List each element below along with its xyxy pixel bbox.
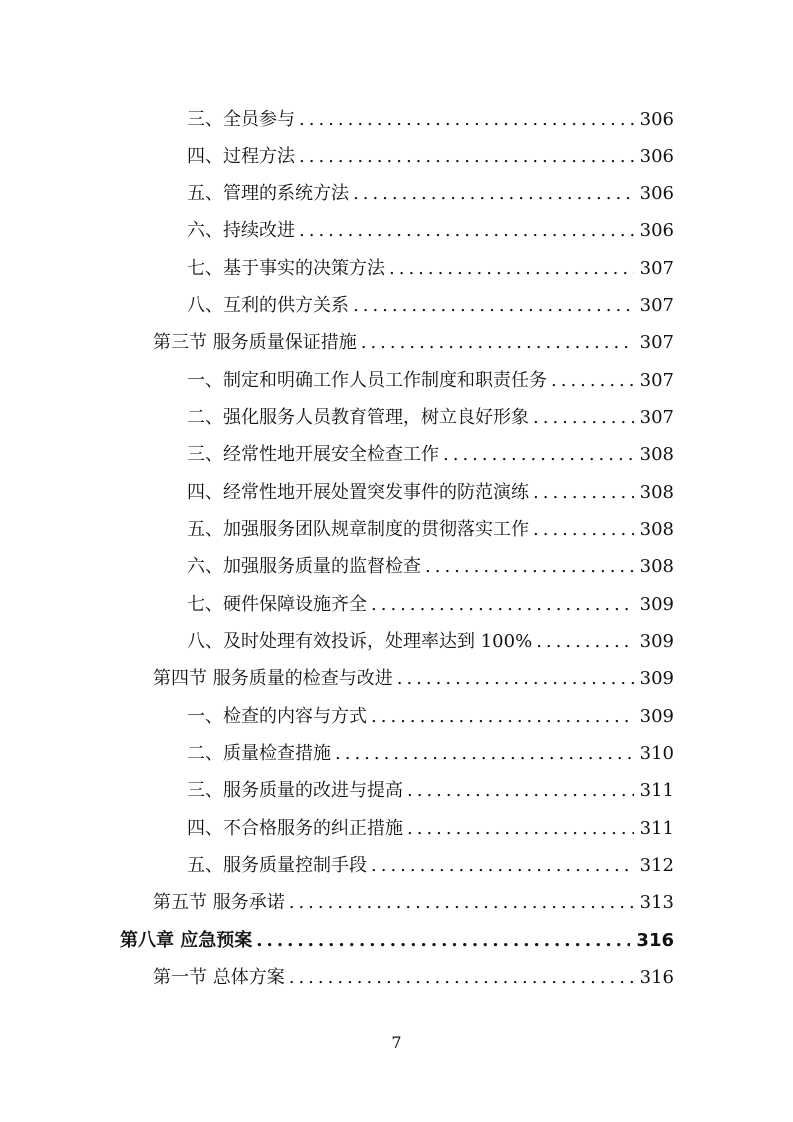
toc-entry-page: 316 (636, 930, 674, 951)
dot-leader (425, 553, 634, 581)
toc-entry-page: 308 (639, 556, 674, 577)
dot-leader (533, 479, 634, 507)
toc-entry-page: 308 (639, 444, 674, 465)
toc-entry-page: 311 (639, 780, 674, 801)
toc-entry-label: 八、互利的供方关系 (187, 295, 349, 316)
toc-entry[interactable] (153, 964, 674, 992)
toc-entry-page: 309 (639, 706, 674, 727)
toc-entry-page: 306 (639, 146, 674, 167)
toc-entry[interactable] (187, 628, 674, 656)
dot-leader (361, 329, 634, 357)
toc-entry-page: 312 (639, 855, 674, 876)
toc-entry-page: 311 (639, 818, 674, 839)
dot-leader (289, 889, 634, 917)
dot-leader (407, 815, 634, 843)
toc-entry-page: 310 (639, 743, 674, 764)
toc-entry-page: 307 (639, 370, 674, 391)
toc-entry-label: 一、检查的内容与方式 (187, 706, 367, 727)
toc-entry[interactable] (187, 479, 674, 507)
dot-leader (551, 367, 634, 395)
dot-leader (335, 740, 634, 768)
toc-entry-label: 七、硬件保障设施齐全 (187, 594, 367, 615)
toc-entry-page: 306 (639, 183, 674, 204)
dot-leader (353, 180, 634, 208)
toc-chapter-entry[interactable] (120, 927, 674, 955)
toc-entry-label: 四、过程方法 (187, 146, 295, 167)
toc-entry[interactable] (187, 815, 674, 843)
toc-entry[interactable] (187, 441, 674, 469)
toc-entry-page: 309 (639, 594, 674, 615)
toc-entry[interactable] (187, 367, 674, 395)
toc-entry-page: 307 (639, 332, 674, 353)
toc-entry-page: 309 (639, 631, 674, 652)
dot-leader (371, 591, 634, 619)
toc-entry[interactable] (187, 591, 674, 619)
toc-entry-label: 七、基于事实的决策方法 (187, 258, 385, 279)
toc-entry-label: 三、全员参与 (187, 109, 295, 130)
toc-entry[interactable] (187, 740, 674, 768)
toc-entry[interactable] (187, 106, 674, 134)
toc-entry[interactable] (153, 329, 674, 357)
dot-leader (299, 143, 634, 171)
toc-entry-label: 二、质量检查措施 (187, 743, 331, 764)
toc-entry-label: 八、及时处理有效投诉，处理率达到 100% (187, 631, 533, 652)
toc-entry-label: 四、不合格服务的纠正措施 (187, 818, 403, 839)
toc-entry[interactable] (187, 553, 674, 581)
toc-entry-label: 第四节 服务质量的检查与改进 (153, 668, 393, 689)
toc-entry-page: 306 (639, 109, 674, 130)
toc-entry-page: 307 (639, 407, 674, 428)
toc-entry-label: 三、经常性地开展安全检查工作 (187, 444, 439, 465)
toc-entry-page: 308 (639, 482, 674, 503)
toc-entry-page: 307 (639, 295, 674, 316)
toc-entry-label: 四、经常性地开展处置突发事件的防范演练 (187, 482, 529, 503)
toc-entry-page: 309 (639, 668, 674, 689)
toc-entry-label: 第八章 应急预案 (120, 930, 253, 951)
toc-entry-label: 第三节 服务质量保证措施 (153, 332, 357, 353)
toc-entry[interactable] (187, 404, 674, 432)
toc-entry[interactable] (187, 143, 674, 171)
toc-entry-page: 307 (639, 258, 674, 279)
dot-leader (389, 255, 634, 283)
toc-entry-label: 五、加强服务团队规章制度的贯彻落实工作 (187, 519, 529, 540)
dot-leader (371, 703, 634, 731)
dot-leader (407, 777, 634, 805)
dot-leader (256, 927, 630, 955)
dot-leader (397, 665, 634, 693)
dot-leader (536, 628, 633, 656)
dot-leader (533, 516, 634, 544)
dot-leader (371, 852, 634, 880)
toc-entry-label: 三、服务质量的改进与提高 (187, 780, 403, 801)
toc-entry-page: 308 (639, 519, 674, 540)
toc-entry-label: 五、服务质量控制手段 (187, 855, 367, 876)
toc-entry-page: 306 (639, 220, 674, 241)
toc-entry[interactable] (187, 217, 674, 245)
dot-leader (289, 964, 634, 992)
dot-leader (533, 404, 634, 432)
toc-entry[interactable] (187, 180, 674, 208)
toc-entry[interactable] (187, 703, 674, 731)
toc-entry-label: 六、加强服务质量的监督检查 (187, 556, 421, 577)
toc-entry[interactable] (153, 665, 674, 693)
toc-entry-page: 313 (639, 892, 674, 913)
toc-entry[interactable] (187, 777, 674, 805)
toc-entry-label: 二、强化服务人员教育管理，树立良好形象 (187, 407, 529, 428)
toc-entry-label: 五、管理的系统方法 (187, 183, 349, 204)
toc-entry[interactable] (187, 292, 674, 320)
toc-entry-label: 六、持续改进 (187, 220, 295, 241)
dot-leader (443, 441, 634, 469)
dot-leader (299, 106, 634, 134)
toc-entry-label: 第一节 总体方案 (153, 967, 285, 988)
toc-entry[interactable] (187, 516, 674, 544)
dot-leader (353, 292, 634, 320)
toc-entry[interactable] (187, 255, 674, 283)
toc-entry-page: 316 (639, 967, 674, 988)
dot-leader (299, 217, 634, 245)
toc-entry-label: 一、制定和明确工作人员工作制度和职责任务 (187, 370, 547, 391)
toc-entry-label: 第五节 服务承诺 (153, 892, 285, 913)
toc-entry[interactable] (153, 889, 674, 917)
page-number: 7 (391, 1033, 402, 1052)
toc-entry[interactable] (187, 852, 674, 880)
